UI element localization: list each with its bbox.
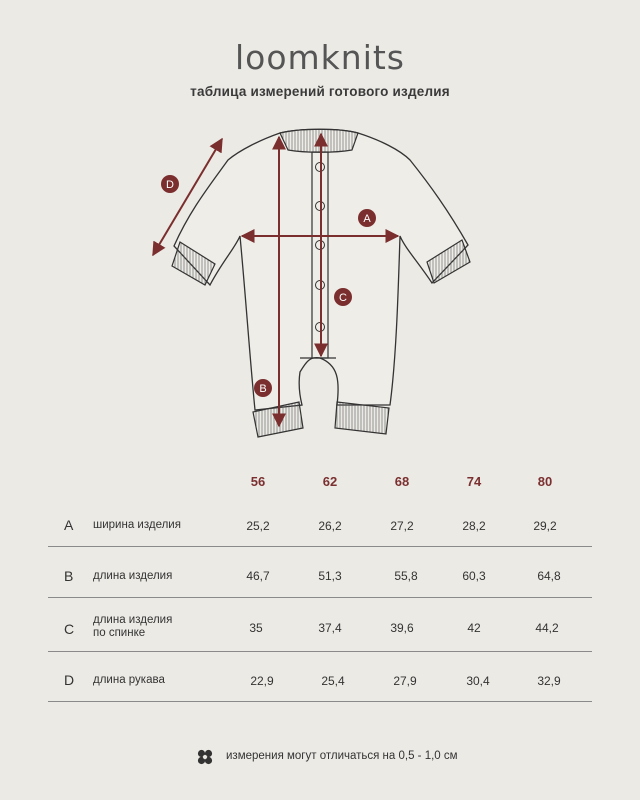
page-title: таблица измерений готового изделия — [190, 84, 450, 99]
table-cell: 22,9 — [250, 674, 274, 688]
row-divider — [48, 651, 592, 652]
row-label: ширина изделия — [93, 519, 181, 531]
table-cell: 44,2 — [535, 621, 559, 635]
row-divider — [48, 597, 592, 598]
badge-a-label: A — [363, 213, 371, 225]
brand-logo: loomknits — [234, 38, 406, 77]
row-divider — [48, 701, 592, 702]
row-divider — [48, 546, 592, 547]
table-cell: 39,6 — [390, 621, 414, 635]
badge-a — [358, 209, 376, 227]
table-cell: 30,4 — [466, 674, 490, 688]
table-cell: 37,4 — [318, 621, 342, 635]
table-row — [48, 568, 592, 588]
badge-d-label: D — [166, 179, 174, 191]
table-cell: 64,8 — [537, 569, 561, 583]
badge-d — [161, 175, 179, 193]
table-row — [48, 517, 592, 537]
size-header: 74 — [466, 474, 482, 489]
size-header: 62 — [322, 474, 338, 489]
table-cell: 25,2 — [246, 519, 270, 533]
badge-c — [334, 288, 352, 306]
table-cell: 46,7 — [246, 569, 270, 583]
collar — [280, 129, 358, 152]
table-cell: 28,2 — [462, 519, 486, 533]
right-leg-cuff — [335, 402, 389, 434]
row-label-line: по спинке — [93, 627, 146, 639]
size-header: 56 — [250, 474, 266, 489]
table-cell: 27,2 — [390, 519, 414, 533]
table-cell: 60,3 — [462, 569, 486, 583]
row-label: длина изделия — [93, 570, 173, 582]
table-cell: 26,2 — [318, 519, 342, 533]
table-cell: 25,4 — [321, 674, 345, 688]
row-letter: D — [64, 672, 75, 688]
footnote-text: измерения могут отличаться на 0,5 - 1,0 см — [226, 750, 458, 762]
size-header-row — [0, 474, 640, 494]
size-header: 80 — [537, 474, 553, 489]
table-cell: 32,9 — [537, 674, 561, 688]
row-letter: A — [64, 517, 74, 533]
table-cell: 29,2 — [533, 519, 557, 533]
clover-icon — [196, 748, 214, 766]
table-cell: 27,9 — [393, 674, 417, 688]
badge-c-label: C — [339, 292, 347, 304]
table-row — [48, 672, 592, 692]
table-cell: 35 — [249, 621, 263, 635]
row-letter: C — [64, 621, 75, 637]
table-cell: 51,3 — [318, 569, 342, 583]
size-header: 68 — [394, 474, 410, 489]
table-cell: 42 — [467, 621, 481, 635]
table-cell: 55,8 — [394, 569, 418, 583]
table-row — [48, 614, 592, 644]
footnote — [196, 748, 496, 768]
badge-b — [254, 379, 272, 397]
row-label: длина рукава — [93, 674, 165, 686]
row-label — [93, 614, 172, 640]
row-label-line: длина изделия — [93, 614, 173, 626]
badge-b-label: B — [259, 383, 267, 395]
row-letter: B — [64, 568, 74, 584]
